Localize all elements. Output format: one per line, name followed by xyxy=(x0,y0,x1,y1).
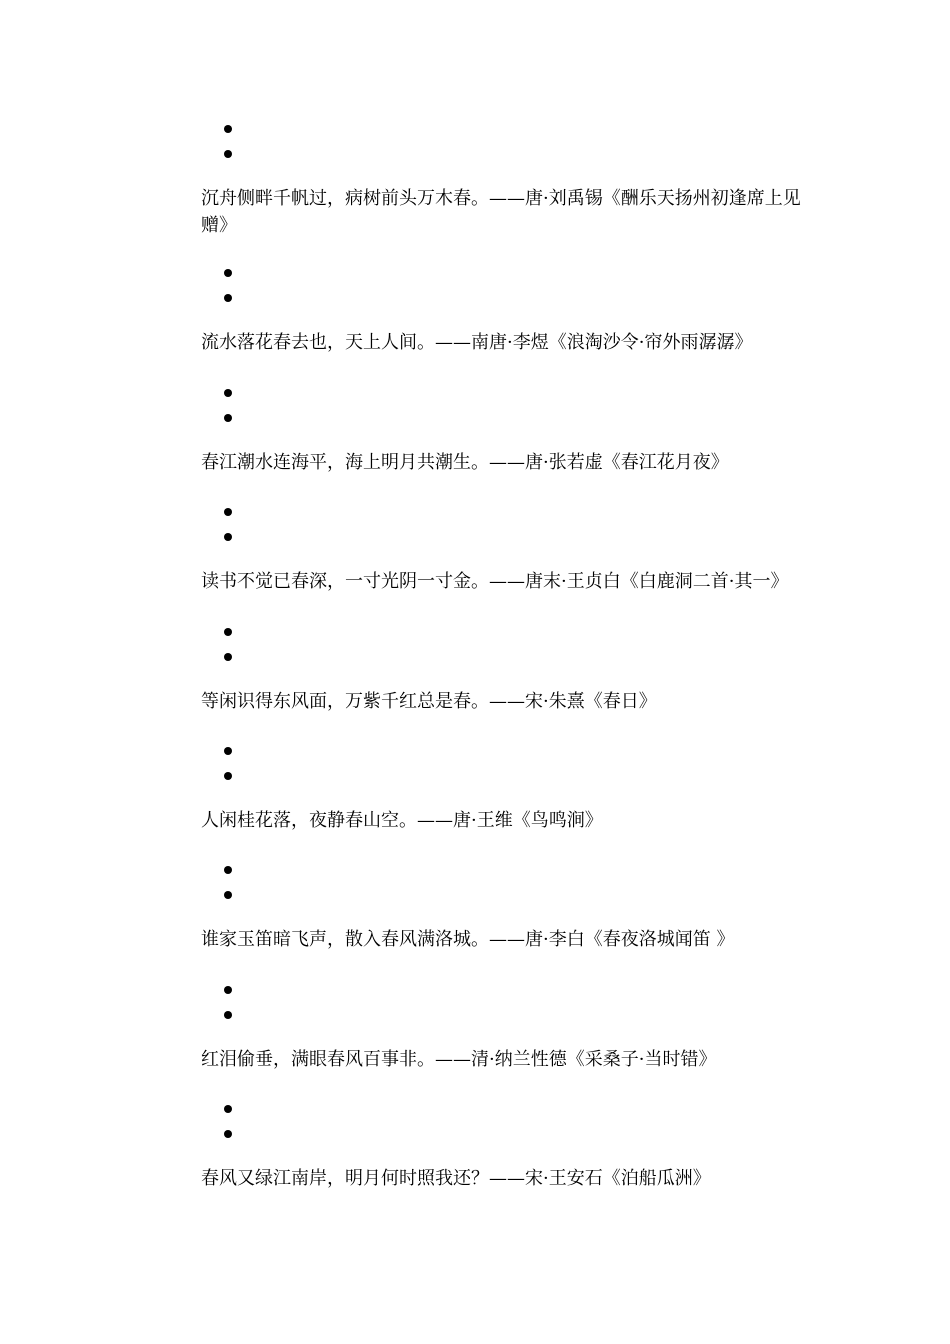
bullet-icon xyxy=(224,150,232,158)
bullet-icon xyxy=(224,1011,232,1019)
poem-quote: 流水落花春去也，天上人间。——南唐·李煜《浪淘沙令·帘外雨潺潺》 xyxy=(201,332,753,353)
poem-quote: 红泪偷垂，满眼春风百事非。——清·纳兰性德《采桑子·当时错》 xyxy=(201,1049,717,1070)
bullet-icon xyxy=(224,389,232,397)
poem-quote: 谁家玉笛暗飞声，散入春风满洛城。——唐·李白《春夜洛城闻笛 》 xyxy=(201,929,735,950)
bullet-icon xyxy=(224,1105,232,1113)
bullet-icon xyxy=(224,269,232,277)
poem-quote: 春江潮水连海平，海上明月共潮生。——唐·张若虚《春江花月夜》 xyxy=(201,452,729,473)
poem-quote: 春风又绿江南岸，明月何时照我还？——宋·王安石《泊船瓜洲》 xyxy=(201,1168,711,1189)
poem-quote: 等闲识得东风面，万紫千红总是春。——宋·朱熹《春日》 xyxy=(201,691,657,712)
bullet-icon xyxy=(224,1130,232,1138)
bullet-icon xyxy=(224,866,232,874)
bullet-icon xyxy=(224,747,232,755)
poem-quote: 沉舟侧畔千帆过，病树前头万木春。——唐·刘禹锡《酬乐天扬州初逢席上见赠》 xyxy=(201,188,801,236)
bullet-icon xyxy=(224,533,232,541)
bullet-icon xyxy=(224,125,232,133)
bullet-icon xyxy=(224,628,232,636)
bullet-icon xyxy=(224,294,232,302)
poem-quote: 读书不觉已春深，一寸光阴一寸金。——唐末·王贞白《白鹿洞二首·其一》 xyxy=(201,571,789,592)
poem-quote: 人闲桂花落，夜静春山空。——唐·王维《鸟鸣涧》 xyxy=(201,810,603,831)
bullet-icon xyxy=(224,891,232,899)
bullet-icon xyxy=(224,414,232,422)
bullet-icon xyxy=(224,986,232,994)
bullet-icon xyxy=(224,772,232,780)
bullet-icon xyxy=(224,653,232,661)
bullet-icon xyxy=(224,508,232,516)
